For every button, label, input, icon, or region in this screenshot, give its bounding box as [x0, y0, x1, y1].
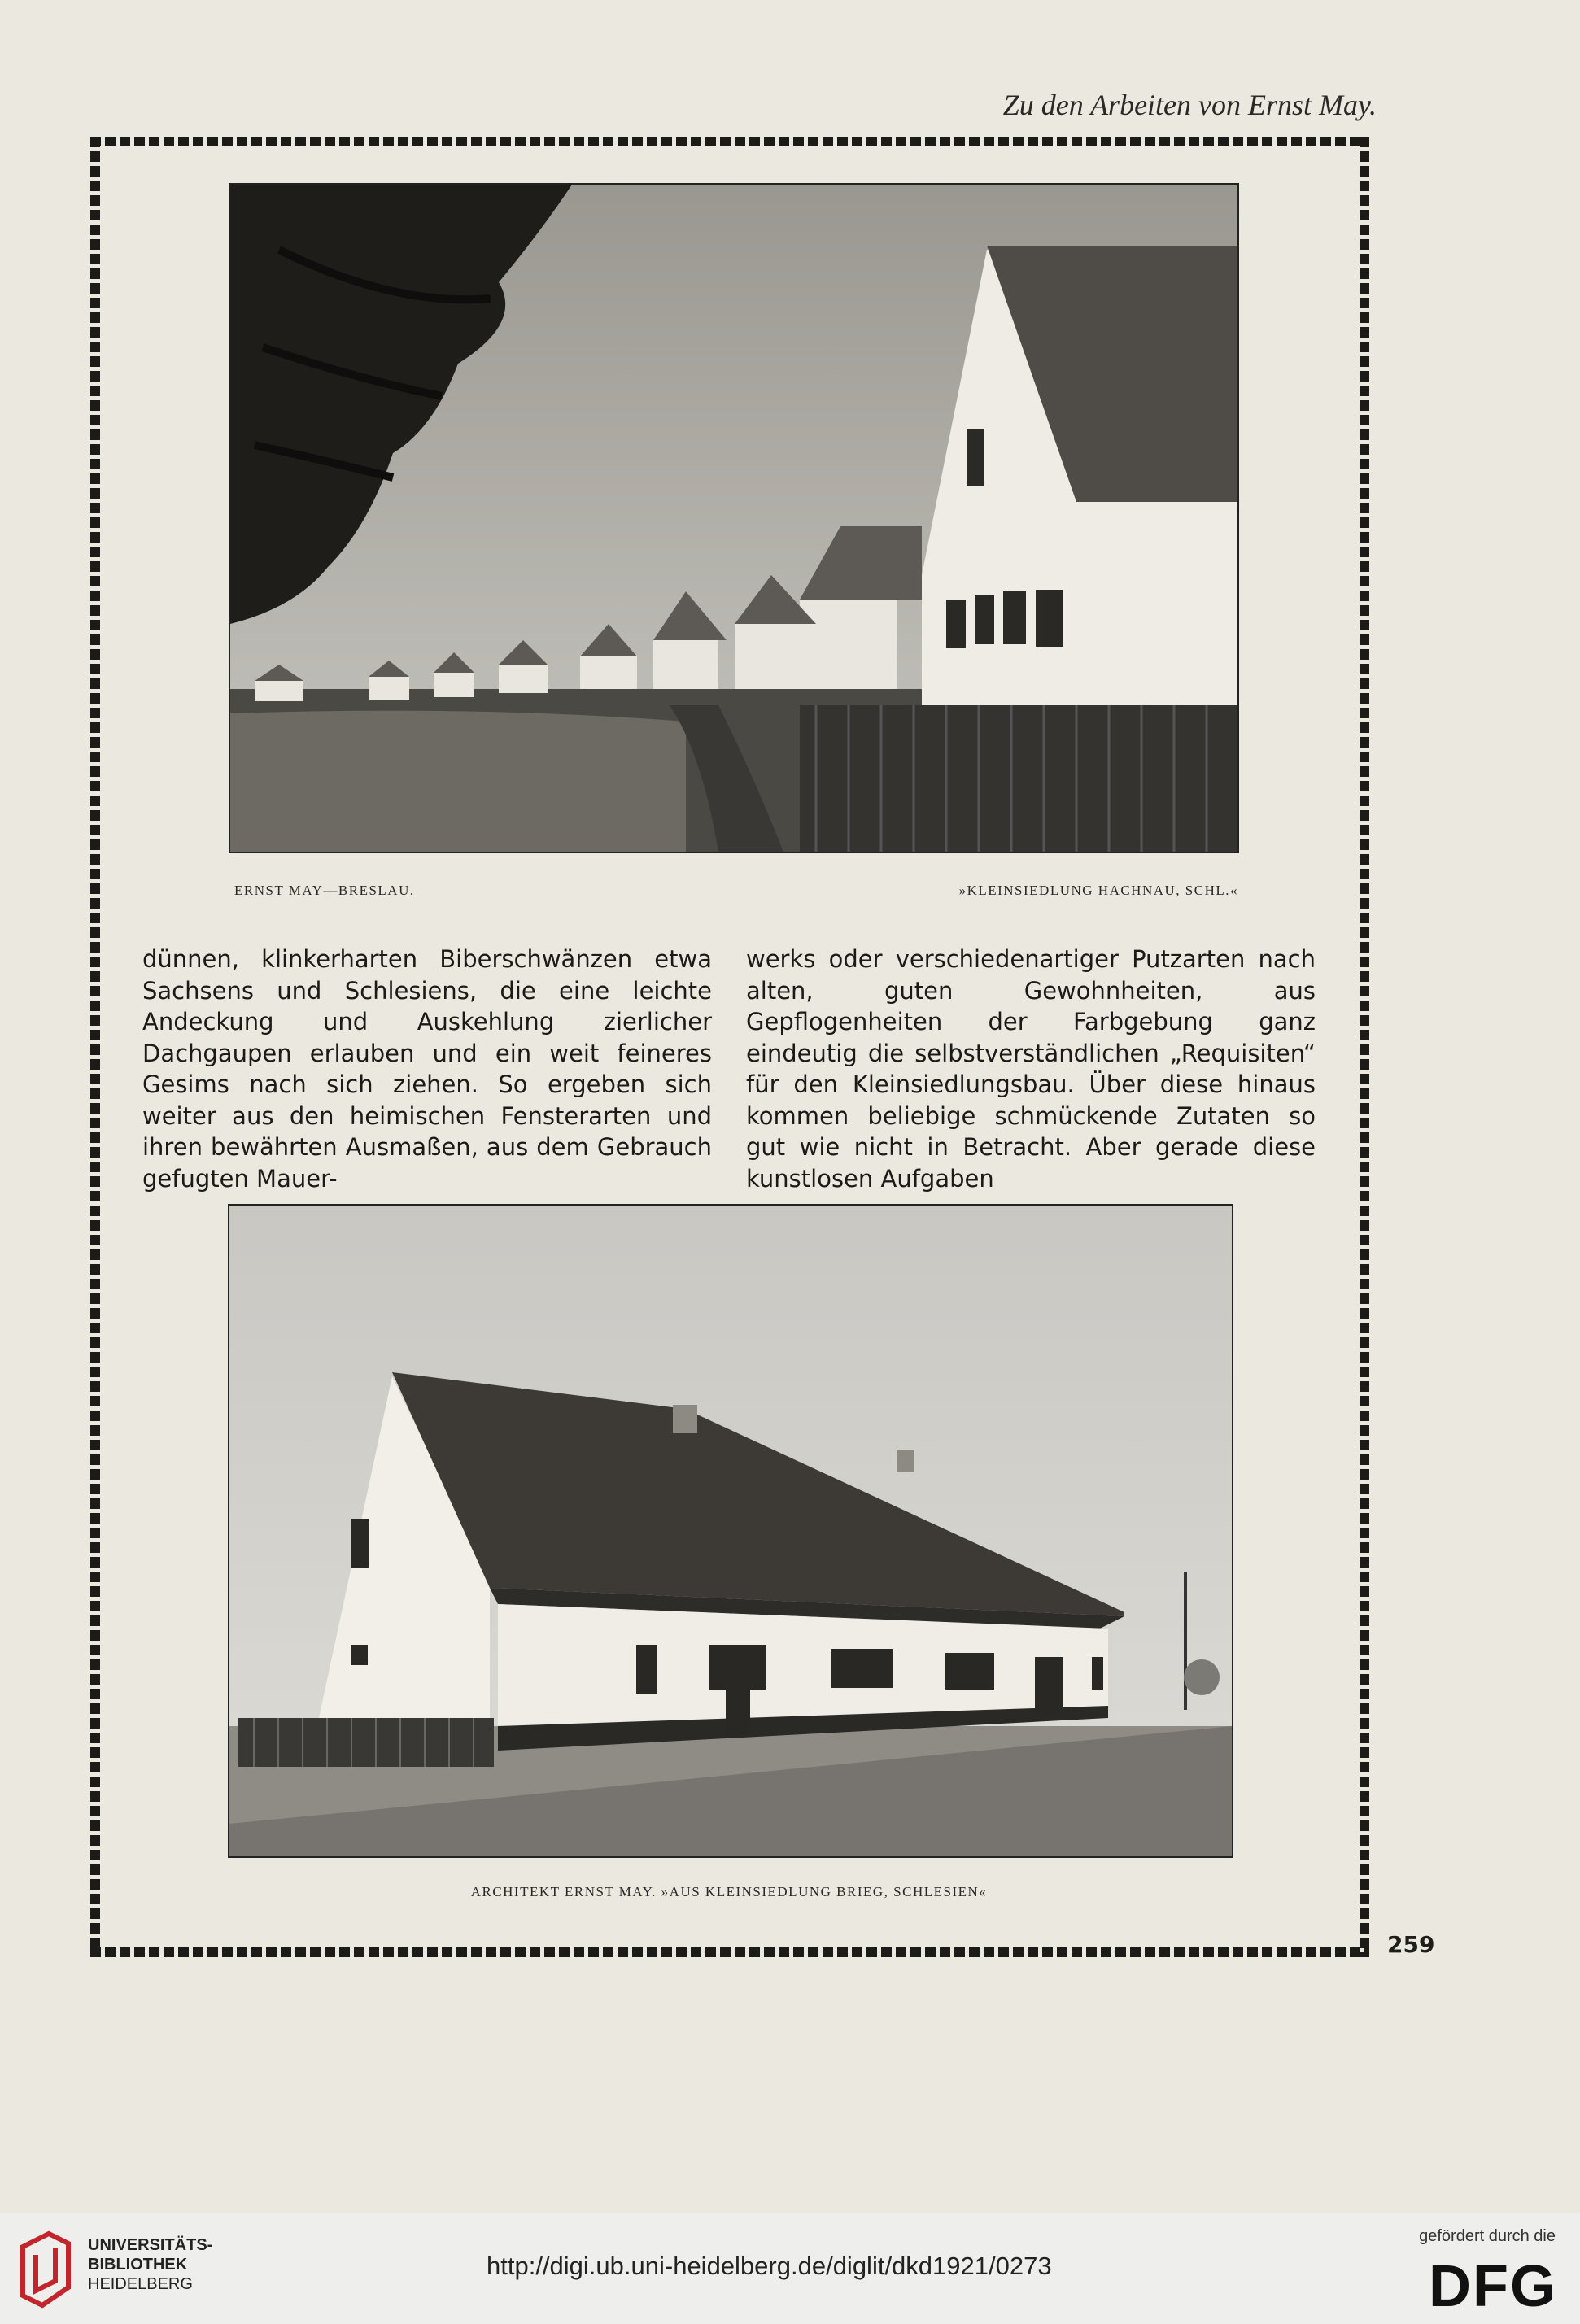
library-line3: HEIDELBERG	[88, 2275, 193, 2293]
permalink-url[interactable]: http://digi.ub.uni-heidelberg.de/diglit/dkd1921/0273	[487, 2252, 1052, 2280]
photo1-caption-right: »KLEINSIEDLUNG HACHNAU, SCHL.«	[958, 883, 1238, 898]
library-name	[88, 2235, 212, 2294]
frame-border-top	[90, 137, 1369, 146]
text-column-right	[746, 944, 1316, 1194]
running-head: Zu den Arbeiten von Ernst May.	[1002, 89, 1377, 121]
library-line1: UNIVERSITÄTS-	[88, 2236, 213, 2254]
frame-border-right	[1360, 137, 1369, 1957]
photo-kleinsiedlung-hachnau	[229, 183, 1239, 853]
university-library-logo-icon	[16, 2230, 75, 2309]
frame-border-left	[90, 137, 100, 1957]
text-column-left	[142, 944, 712, 1194]
frame-border-bottom	[90, 1947, 1369, 1957]
page-number: 259	[1387, 1931, 1435, 1958]
funding-label: gefördert durch die	[1419, 2227, 1556, 2245]
paragraph-left: dünnen, klinkerharten Biberschwänzen etwa Sachsens und Schlesiens, die eine leichte Andeckung und Auskehlung zierlicher Dachgaupen erlauben und ein weit feineres Gesims nach sich ziehen. So ergeben sich weiter aus den heimischen Fensterarten und ihren bewährten Ausmaßen, aus dem Gebrauch gefugten Mauer-	[142, 945, 712, 1193]
body-text	[142, 944, 1316, 1193]
viewer-footer	[0, 2213, 1580, 2324]
library-line2: BIBLIOTHEK	[88, 2256, 188, 2274]
dfg-logo: DFG	[1429, 2254, 1557, 2319]
photo1-caption-left: ERNST MAY—BRESLAU.	[234, 883, 415, 898]
photo2-caption: ARCHITEKT ERNST MAY. »AUS KLEINSIEDLUNG BRIEG, SCHLESIEN«	[470, 1884, 988, 1899]
paragraph-right: werks oder verschiedenartiger Putzarten nach alten, guten Gewohnheiten, aus Gepflogenheiten der Farbgebung ganz eindeutig die selbstverständlichen „Requisiten“ für den Kleinsiedlungsbau. Über diese hinaus kommen beliebige schmückende Zutaten so gut wie nicht in Betracht. Aber gerade diese kunstlosen Aufgaben	[746, 945, 1316, 1193]
photo-kleinsiedlung-brieg	[228, 1204, 1233, 1858]
